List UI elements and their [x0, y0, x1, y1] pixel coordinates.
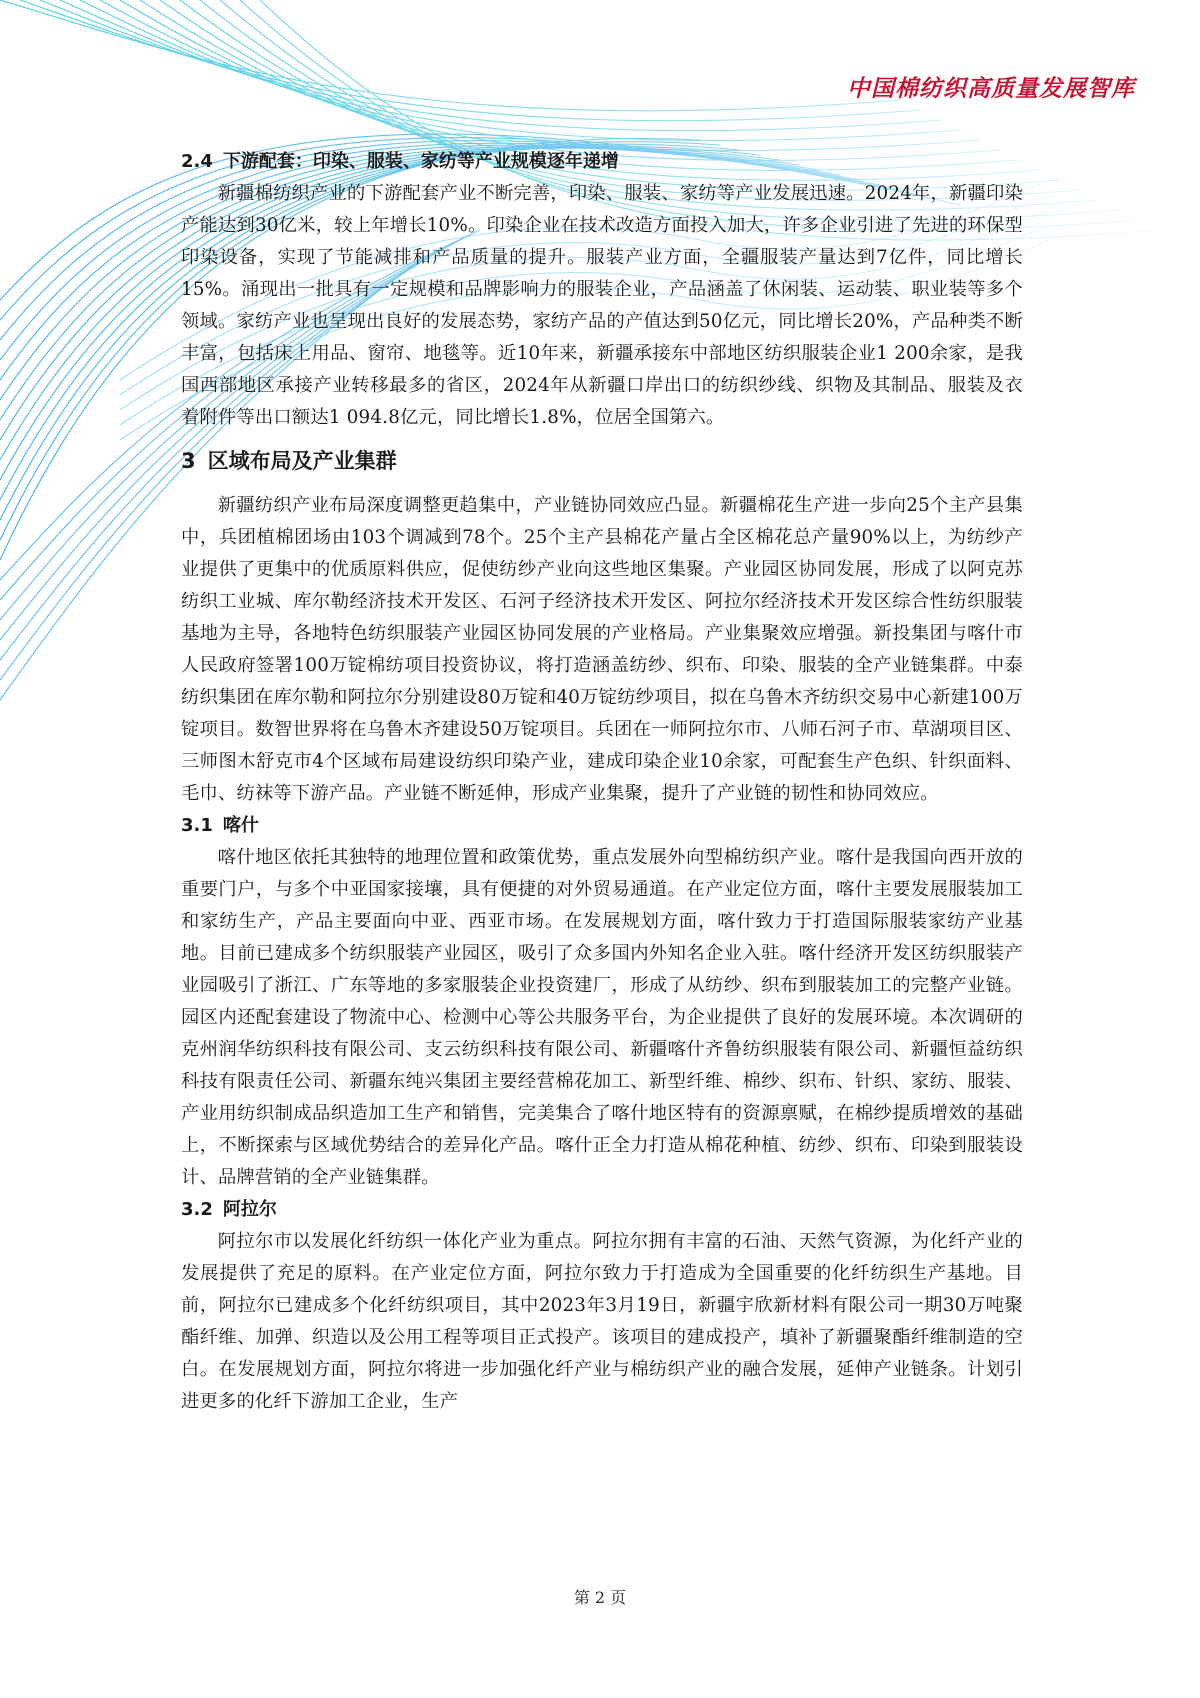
section-heading-3 [181, 444, 1023, 478]
section-heading-3-2 [181, 1194, 1023, 1226]
section-number: 2.4 [181, 151, 213, 172]
paragraph-3-1: 喀什地区依托其独特的地理位置和政策优势，重点发展外向型棉纺织产业。喀什是我国向西开放的重要门户，与多个中亚国家接壤，具有便捷的对外贸易通道。在产业定位方面，喀什主要发展服装加工和家纺生产，产品主要面向中亚、西亚市场。在发展规划方面，喀什致力于打造国际服装家纺产业基地。目前已建成多个纺织服装产业园区，吸引了众多国内外知名企业入驻。喀什经济开发区纺织服装产业园吸引了浙江、广东等地的多家服装企业投资建厂，形成了从纺纱、织布到服装加工的完整产业链。园区内还配套建设了物流中心、检测中心等公共服务平台，为企业提供了良好的发展环境。本次调研的克州润华纺织科技有限公司、支云纺织科技有限公司、新疆喀什齐鲁纺织服装有限公司、新疆恒益纺织科技有限责任公司、新疆东纯兴集团主要经营棉花加工、新型纤维、棉纱、织布、针织、家纺、服装、产业用纺织制成品织造加工生产和销售，完美集合了喀什地区特有的资源禀赋，在棉纱提质增效的基础上，不断探索与区域优势结合的差异化产品。喀什正全力打造从棉花种植、纺纱、织布、印染到服装设计、品牌营销的全产业链集群。 [181, 847, 1023, 1188]
section-title: 喀什 [222, 815, 259, 836]
section-heading-2-4 [181, 146, 1023, 178]
paragraph-3-2: 阿拉尔市以发展化纤纺织一体化产业为重点。阿拉尔拥有丰富的石油、天然气资源，为化纤产业的发展提供了充足的原料。在产业定位方面，阿拉尔致力于打造成为全国重要的化纤纺织生产基地。目前，阿拉尔已建成多个化纤纺织项目，其中2023年3月19日，新疆宇欣新材料有限公司一期30万吨聚酯纤维、加弹、织造以及公用工程等项目正式投产。该项目的建成投产，填补了新疆聚酯纤维制造的空白。在发展规划方面，阿拉尔将进一步加强化纤产业与棉纺织产业的融合发展，延伸产业链条。计划引进更多的化纤下游加工企业，生产 [181, 1231, 1023, 1412]
brand-header: 中国棉纺织高质量发展智库 [847, 76, 1135, 102]
section-number: 3.2 [181, 1199, 213, 1220]
paragraph-2-4: 新疆棉纺织产业的下游配套产业不断完善，印染、服装、家纺等产业发展迅速。2024年，新疆印染产能达到30亿米，较上年增长10%。印染企业在技术改造方面投入加大，许多企业引进了先进的环保型印染设备，实现了节能减排和产品质量的提升。服装产业方面，全疆服装产量达到7亿件，同比增长15%。涌现出一批具有一定规模和品牌影响力的服装企业，产品涵盖了休闲装、运动装、职业装等多个领域。家纺产业也呈现出良好的发展态势，家纺产品的产值达到50亿元，同比增长20%，产品种类不断丰富，包括床上用品、窗帘、地毯等。近10年来，新疆承接东中部地区纺织服装企业1 200余家，是我国西部地区承接产业转移最多的省区，2024年从新疆口岸出口的纺织纱线、织物及其制品、服装及衣着附件等出口额达1 094.8亿元，同比增长1.8%，位居全国第六。 [181, 183, 1023, 428]
document-body [181, 146, 1023, 1418]
section-number: 3.1 [181, 815, 213, 836]
paragraph-3: 新疆纺织产业布局深度调整更趋集中，产业链协同效应凸显。新疆棉花生产进一步向25个主产县集中，兵团植棉团场由103个调减到78个。25个主产县棉花产量占全区棉花总产量90%以上，为纺纱产业提供了更集中的优质原料供应，促使纺纱产业向这些地区集聚。产业园区协同发展，形成了以阿克苏纺织工业城、库尔勒经济技术开发区、石河子经济技术开发区、阿拉尔经济技术开发区综合性纺织服装基地为主导，各地特色纺织服装产业园区协同发展的产业格局。产业集聚效应增强。新投集团与喀什市人民政府签署100万锭棉纺项目投资协议，将打造涵盖纺纱、织布、印染、服装的全产业链集群。中泰纺织集团在库尔勒和阿拉尔分别建设80万锭和40万锭纺纱项目，拟在乌鲁木齐纺织交易中心新建100万锭项目。数智世界将在乌鲁木齐建设50万锭项目。兵团在一师阿拉尔市、八师石河子市、草湖项目区、三师图木舒克市4个区域布局建设纺织印染产业，建成印染企业10余家，可配套生产色织、针织面料、毛巾、纺袜等下游产品。产业链不断延伸，形成产业集聚，提升了产业链的韧性和协同效应。 [181, 495, 1023, 804]
section-title: 区域布局及产业集群 [207, 449, 397, 473]
section-title: 下游配套：印染、服装、家纺等产业规模逐年递增 [222, 151, 619, 172]
section-number: 3 [181, 449, 196, 473]
page-number: 第 2 页 [573, 1588, 627, 1607]
section-title: 阿拉尔 [222, 1199, 277, 1220]
section-heading-3-1 [181, 810, 1023, 842]
